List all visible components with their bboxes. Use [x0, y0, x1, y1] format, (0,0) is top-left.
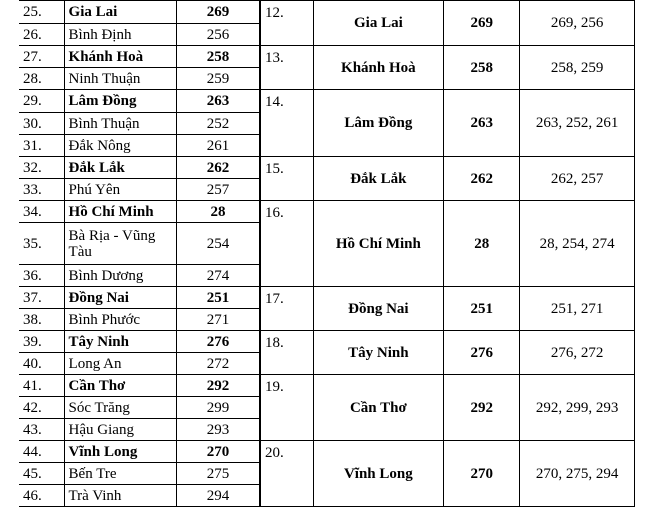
plate-code: 274: [176, 265, 259, 287]
table-row: [19, 24, 260, 46]
row-number: 31.: [19, 135, 64, 157]
plate-code: 251: [176, 287, 259, 309]
row-number: 36.: [19, 265, 64, 287]
table-row: [261, 1, 635, 46]
table-row: [19, 113, 260, 135]
plate-code: 252: [176, 113, 259, 135]
main-plate-code: 262: [444, 157, 520, 201]
row-number: 37.: [19, 287, 64, 309]
row-number: 46.: [19, 485, 64, 507]
table-row: [19, 90, 260, 113]
main-plate-code: 258: [444, 46, 520, 90]
merged-province-name: Gia Lai: [313, 1, 444, 46]
row-number: 20.: [261, 441, 314, 507]
row-number: 44.: [19, 441, 64, 463]
plate-code: 272: [176, 353, 259, 375]
plate-code-list: 263, 252, 261: [520, 90, 635, 157]
plate-code-list: 262, 257: [520, 157, 635, 201]
row-number: 25.: [19, 1, 64, 24]
plate-code: 259: [176, 68, 259, 90]
table-row: [19, 1, 260, 24]
plate-code: 276: [176, 331, 259, 353]
table-row: [261, 157, 635, 201]
table-row: [19, 353, 260, 375]
row-number: 27.: [19, 46, 64, 68]
plate-code: 258: [176, 46, 259, 68]
plate-code: 292: [176, 375, 259, 397]
row-number: 29.: [19, 90, 64, 113]
plate-code-list: 251, 271: [520, 287, 635, 331]
main-plate-code: 276: [444, 331, 520, 375]
province-name: Sóc Trăng: [64, 397, 176, 419]
table-row: [261, 375, 635, 441]
main-plate-code: 270: [444, 441, 520, 507]
plate-code: 262: [176, 157, 259, 179]
plate-code: 271: [176, 309, 259, 331]
province-name: Long An: [64, 353, 176, 375]
merged-province-name: Đắk Lắk: [313, 157, 444, 201]
table-row: [19, 157, 260, 179]
main-plate-code: 251: [444, 287, 520, 331]
table-row: [261, 46, 635, 90]
main-plate-code: 263: [444, 90, 520, 157]
province-name: Khánh Hoà: [64, 46, 176, 68]
plate-code-list: 292, 299, 293: [520, 375, 635, 441]
old-provinces-body: [19, 1, 260, 507]
merged-province-name: Đồng Nai: [313, 287, 444, 331]
table-row: [19, 135, 260, 157]
table-row: [19, 463, 260, 485]
table-row: [261, 287, 635, 331]
plate-code: 293: [176, 419, 259, 441]
province-name: Trà Vinh: [64, 485, 176, 507]
province-name: Đồng Nai: [64, 287, 176, 309]
main-plate-code: 292: [444, 375, 520, 441]
table-row: [19, 179, 260, 201]
row-number: 39.: [19, 331, 64, 353]
row-number: 26.: [19, 24, 64, 46]
table-row: [261, 441, 635, 507]
plate-code: 254: [176, 223, 259, 265]
province-name: Gia Lai: [64, 1, 176, 24]
province-name: Phú Yên: [64, 179, 176, 201]
merged-province-name: Khánh Hoà: [313, 46, 444, 90]
province-name: Tây Ninh: [64, 331, 176, 353]
merged-province-name: Tây Ninh: [313, 331, 444, 375]
row-number: 38.: [19, 309, 64, 331]
row-number: 28.: [19, 68, 64, 90]
table-row: [19, 419, 260, 441]
table-row: [261, 90, 635, 157]
table-row: [261, 331, 635, 375]
row-number: 41.: [19, 375, 64, 397]
plate-code: 275: [176, 463, 259, 485]
row-number: 16.: [261, 201, 314, 287]
table-row: [19, 485, 260, 507]
row-number: 17.: [261, 287, 314, 331]
plate-code: 28: [176, 201, 259, 223]
row-number: 13.: [261, 46, 314, 90]
province-name: Đắk Nông: [64, 135, 176, 157]
province-name: Đắk Lắk: [64, 157, 176, 179]
merged-province-name: Cần Thơ: [313, 375, 444, 441]
row-number: 19.: [261, 375, 314, 441]
row-number: 14.: [261, 90, 314, 157]
province-name: Ninh Thuận: [64, 68, 176, 90]
row-number: 40.: [19, 353, 64, 375]
plate-code-list: 258, 259: [520, 46, 635, 90]
plate-code-list: 276, 272: [520, 331, 635, 375]
table-row: [19, 375, 260, 397]
plate-code: 270: [176, 441, 259, 463]
province-name: Bình Dương: [64, 265, 176, 287]
plate-code: 257: [176, 179, 259, 201]
row-number: 33.: [19, 179, 64, 201]
row-number: 35.: [19, 223, 64, 265]
province-name: Bà Rịa - Vũng Tàu: [64, 223, 176, 265]
plate-code: 299: [176, 397, 259, 419]
province-name: Hậu Giang: [64, 419, 176, 441]
plate-code-list: 270, 275, 294: [520, 441, 635, 507]
merged-province-name: Vĩnh Long: [313, 441, 444, 507]
row-number: 32.: [19, 157, 64, 179]
table-row: [19, 397, 260, 419]
table-row: [19, 201, 260, 223]
merged-provinces-table: [260, 0, 635, 507]
plate-code: 294: [176, 485, 259, 507]
old-provinces-table: [19, 0, 260, 507]
row-number: 45.: [19, 463, 64, 485]
row-number: 30.: [19, 113, 64, 135]
plate-code: 263: [176, 90, 259, 113]
province-name: Bình Định: [64, 24, 176, 46]
merged-province-name: Hồ Chí Minh: [313, 201, 444, 287]
plate-code: 269: [176, 1, 259, 24]
plate-code: 256: [176, 24, 259, 46]
merged-province-name: Lâm Đồng: [313, 90, 444, 157]
main-plate-code: 28: [444, 201, 520, 287]
table-row: [19, 309, 260, 331]
table-row: [19, 68, 260, 90]
plate-code: 261: [176, 135, 259, 157]
row-number: 15.: [261, 157, 314, 201]
table-row: [19, 441, 260, 463]
province-name: Cần Thơ: [64, 375, 176, 397]
table-row: [19, 331, 260, 353]
row-number: 43.: [19, 419, 64, 441]
province-name: Bình Thuận: [64, 113, 176, 135]
table-row: [19, 287, 260, 309]
province-name: Bình Phước: [64, 309, 176, 331]
merged-provinces-body: [261, 1, 635, 507]
plate-code-list: 28, 254, 274: [520, 201, 635, 287]
row-number: 18.: [261, 331, 314, 375]
row-number: 42.: [19, 397, 64, 419]
province-name: Vĩnh Long: [64, 441, 176, 463]
table-row: [19, 265, 260, 287]
province-name: Hồ Chí Minh: [64, 201, 176, 223]
row-number: 34.: [19, 201, 64, 223]
province-name: Lâm Đồng: [64, 90, 176, 113]
main-plate-code: 269: [444, 1, 520, 46]
province-name: Bến Tre: [64, 463, 176, 485]
table-row: [19, 223, 260, 265]
table-row: [261, 201, 635, 287]
row-number: 12.: [261, 1, 314, 46]
plate-code-list: 269, 256: [520, 1, 635, 46]
table-row: [19, 46, 260, 68]
